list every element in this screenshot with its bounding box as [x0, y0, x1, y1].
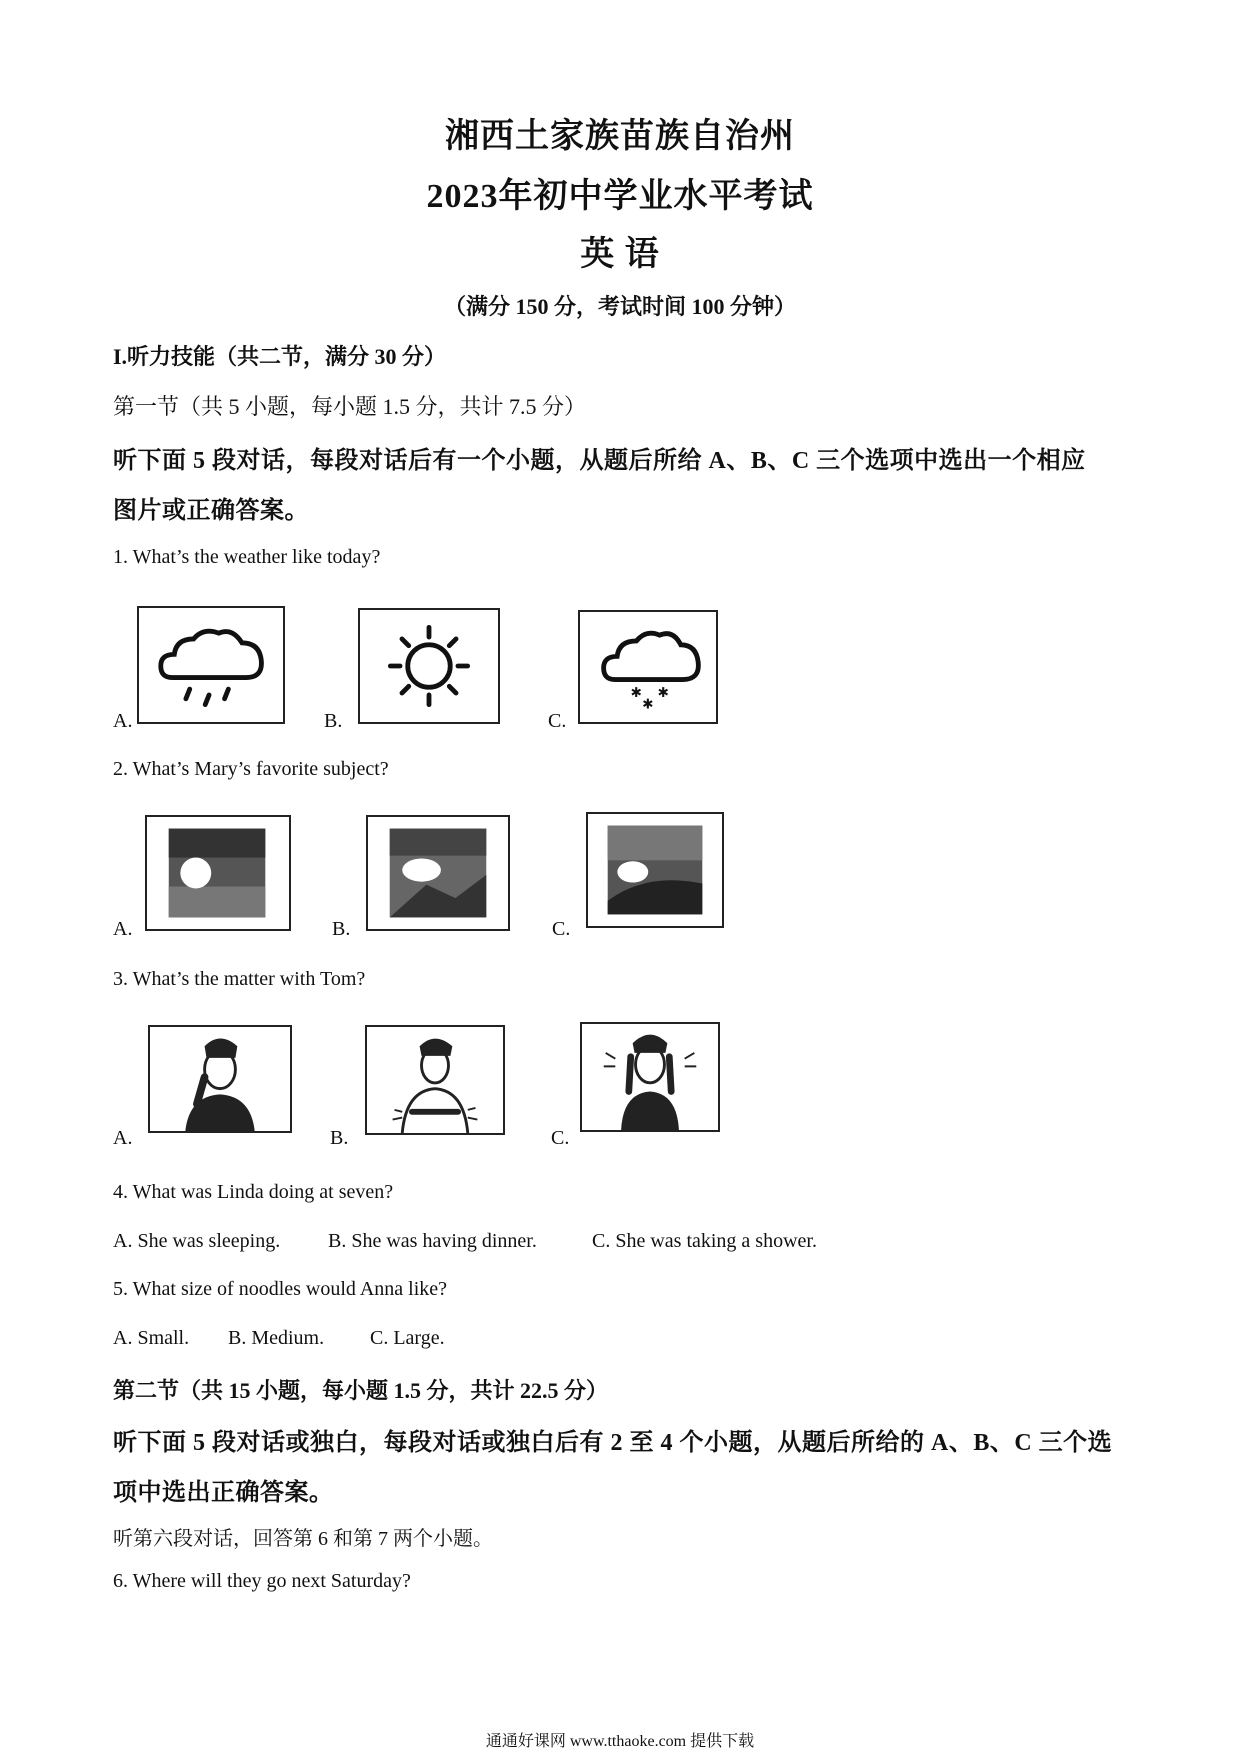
question-4: 4. What was Linda doing at seven? [113, 1181, 394, 1203]
snow-cloud-icon [580, 612, 716, 722]
q2-option-a-image [145, 815, 291, 931]
q5-option-c: C. Large. [370, 1327, 445, 1349]
headache-boy-icon [582, 1024, 718, 1130]
q4-option-b: B. She was having dinner. [328, 1230, 537, 1252]
q1-option-a-image [137, 606, 285, 724]
q1-option-b-label: B. [324, 710, 343, 732]
question-3: 3. What’s the matter with Tom? [113, 968, 366, 990]
title-line2: 2023年初中学业水平考试 [426, 178, 814, 215]
q1-option-b-image [358, 608, 500, 724]
math-book-icon [588, 814, 722, 926]
q2-option-b-label: B. [332, 918, 351, 940]
question-6: 6. Where will they go next Saturday? [113, 1570, 411, 1592]
section2-instruction-line1: 听下面 5 段对话或独白，每段对话或独白后有 2 至 4 个小题，从题后所给的 A、B、C 三个选 [113, 1430, 1113, 1456]
section2-heading: 第二节（共 15 小题，每小题 1.5 分，共计 22.5 分） [113, 1378, 609, 1403]
q1-option-c-image [578, 610, 718, 724]
q2-option-b-image [366, 815, 510, 931]
rain-cloud-icon [139, 608, 283, 722]
chinese-book-icon [368, 817, 508, 929]
sun-icon [360, 610, 498, 722]
title-line1: 湘西土家族苗族自治州 [445, 118, 795, 155]
toothache-boy-icon [150, 1027, 290, 1131]
history-book-icon [147, 817, 289, 929]
section2-instruction-line2: 项中选出正确答案。 [113, 1480, 334, 1506]
q3-option-b-label: B. [330, 1127, 349, 1149]
part1-heading: I.听力技能（共二节，满分 30 分） [113, 344, 447, 369]
stomachache-boy-icon [367, 1027, 503, 1133]
q2-option-c-image [586, 812, 724, 928]
svg-text:✱: ✱ [642, 696, 654, 713]
section1-instruction-line2: 图片或正确答案。 [113, 498, 309, 524]
section1-instruction-line1: 听下面 5 段对话，每段对话后有一个小题，从题后所给 A、B、C 三个选项中选出一个相应 [113, 448, 1086, 474]
q3-option-a-image [148, 1025, 292, 1133]
q4-option-a: A. She was sleeping. [113, 1230, 281, 1252]
svg-text:✱: ✱ [630, 684, 642, 701]
q3-option-a-label: A. [113, 1127, 133, 1149]
subject-title: 英 语 [580, 236, 660, 273]
q1-option-a-label: A. [113, 710, 133, 732]
question-2: 2. What’s Mary’s favorite subject? [113, 758, 389, 780]
question-1: 1. What’s the weather like today? [113, 546, 381, 568]
q3-option-b-image [365, 1025, 505, 1135]
q4-option-c: C. She was taking a shower. [592, 1230, 817, 1252]
q3-option-c-label: C. [551, 1127, 570, 1149]
q2-option-c-label: C. [552, 918, 571, 940]
q2-option-a-label: A. [113, 918, 133, 940]
dialog-6-note: 听第六段对话，回答第 6 和第 7 两个小题。 [113, 1528, 493, 1550]
section1-heading: 第一节（共 5 小题，每小题 1.5 分，共计 7.5 分） [113, 394, 587, 419]
question-5: 5. What size of noodles would Anna like? [113, 1278, 448, 1300]
exam-note: （满分 150 分，考试时间 100 分钟） [443, 294, 796, 319]
q5-option-b: B. Medium. [228, 1327, 325, 1349]
q1-option-c-label: C. [548, 710, 567, 732]
svg-text:✱: ✱ [657, 684, 669, 701]
footer-text: 通通好课网 www.tthaoke.com 提供下载 [485, 1733, 755, 1750]
q5-option-a: A. Small. [113, 1327, 190, 1349]
q3-option-c-image [580, 1022, 720, 1132]
